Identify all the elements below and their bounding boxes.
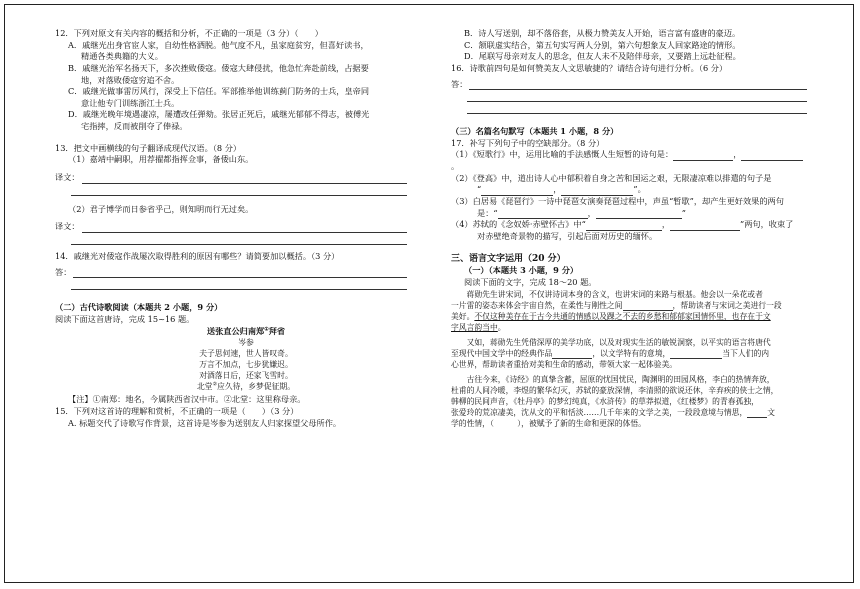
- q12-option-c: C．戚继光做事雷厉风行，深受上下信任。军部推举他训练蓟门防务的士兵，皇帝同: [68, 86, 370, 97]
- translation-label: 译文：: [55, 221, 80, 232]
- section-3-header: （三）名篇名句默写（本题共 1 小题，8 分）: [451, 126, 619, 137]
- passage-p2-line-3: 心世界，帮助读者重拾对美和生命的感动，带领大家一起体验美。: [451, 360, 678, 370]
- q13-sentence-2: （2）君子博学而日参省乎己，则知明而行无过矣。: [68, 203, 254, 214]
- q13-answer-line-2[interactable]: [71, 184, 407, 196]
- passage-p3-line-2: 杜甫的人间冷暖，李煜的繁华幻灭，苏轼的豪放深情，李清照的欲说还休，辛弃疾的侠士之情，: [451, 386, 779, 396]
- part-3-intro: 阅读下面的文字，完成 18～20 题。: [464, 277, 597, 288]
- q17-item-4-cont: 对赤壁绝奇景物的描写，引起后面对历史的缅怀。: [477, 230, 658, 241]
- q12-option-d: D．戚继光晚年境遇凄凉，屡遭改任弹劾。张居正死后，戚继光郁郁不得志，被傅光: [68, 109, 370, 120]
- q17-item-1: （1）《短歌行》中，运用比喻的手法感慨人生短暂的诗句是： ，。: [451, 149, 807, 172]
- passage-p2-line-2: 至现代中国文学中的经典作品 ，以文学特有的意境， 当下人们的内: [451, 348, 770, 358]
- q17-stem: 17．补写下列句子中的空缺部分。（8 分）: [451, 137, 605, 148]
- q13-answer-line-4[interactable]: [71, 233, 407, 245]
- passage: [451, 289, 807, 430]
- q13-sentence-1: （1）嘉靖中嗣职，用荐擢都指挥佥事，备倭山东。: [68, 154, 254, 165]
- q14-stem: 14．戚继光对倭寇作战屡次取得胜利的原因有哪些？请简要加以概括。（3 分）: [55, 250, 340, 261]
- q15-option-c: C．颔联虚实结合，第五句实写两人分别，第六句想象友人回家路途的情形。: [464, 39, 741, 50]
- q15-stem: 15．下列对这首诗的理解和赏析，不正确的一项是（ ）（3 分）: [55, 406, 299, 417]
- passage-p3-line-1: 古往今来，《诗经》的真挚含蓄，屈原的忧国忧民，陶渊明的田园风格，李白的热情奔放，: [451, 375, 775, 385]
- q17-item-2-blanks: “ ， ”。: [477, 184, 646, 195]
- underlined-sentence-cont: 字风言韵当中: [451, 322, 498, 332]
- q17-item-4: （4）苏轼的《念奴娇·赤壁怀古》中“ ， ”两句，收束了: [451, 219, 794, 230]
- q12-option-c-cont: 意让他专门训练浙江士兵。: [81, 97, 180, 108]
- q13-answer-line-3[interactable]: [55, 221, 407, 233]
- q12-option-a: A．戚继光出身官宦人家，自幼性格洒脱。他气度不凡，虽家庭贫穷，但喜好读书，: [68, 39, 369, 50]
- passage-p1-line-2: 一片雷的姿态来体会宇宙自然，在柔性与刚性之间 ，帮助读者与宋词之美进行一段: [451, 300, 782, 310]
- left-column: [55, 28, 407, 429]
- q12-option-b-cont: 地，对落败倭寇穷追不舍。: [81, 74, 180, 85]
- translation-label: 译文：: [55, 172, 80, 183]
- poem-note: 【注】①南郑：地名，今属陕西省汉中市。②北堂：这里称母亲。: [68, 394, 306, 405]
- q16-answer-line-1[interactable]: [451, 79, 807, 91]
- q17-item-2: （2）《登高》中，道出诗人心中郁积着自身之苦和国运之艰，无限凄凉难以排遣的句子是: [451, 172, 772, 183]
- passage-p2-line-1: 又如，蒋勋先生凭借深厚的美学功底，以及对现实生活的敏锐洞察，以平实的语言将唐代: [451, 337, 771, 347]
- answer-label: 答：: [55, 266, 72, 277]
- q12-stem: 12．下列对原文有关内容的概括和分析，不正确的一项是（3 分）（ ）: [55, 28, 323, 38]
- poem-line-4: 北堂②应久待，乡梦促征期。: [196, 381, 296, 392]
- poem-title: 送张直公归南郑①拜省: [206, 325, 286, 336]
- passage-p1-line-1: 蒋勋先生讲宋词，不仅讲诗词本身的含义，也讲宋词的来路与根基。他会以一朵花或者: [451, 289, 763, 299]
- q13-answer-line-1[interactable]: [55, 172, 407, 184]
- q14-answer-line-2[interactable]: [71, 278, 407, 290]
- poem-line-1: 夫子思何速，世人皆叹奇。: [199, 349, 293, 359]
- part-3-header: 三、语言文字运用（20 分）: [451, 253, 566, 264]
- q16-answer-line-2[interactable]: [467, 90, 807, 102]
- passage-p3-line-5: 学的性情，（ ），被赋予了新的生命和更深的体悟。: [451, 419, 646, 429]
- q13-stem: 13．把文中画横线的句子翻译成现代汉语。（8 分）: [55, 142, 242, 153]
- poem-line-3: 对酒落日后，还家飞雪时。: [199, 371, 293, 381]
- section-2-header: （二）古代诗歌阅读（本题共 2 小题，9 分）: [55, 302, 223, 313]
- q17-item-3-blanks: 是：“ ， ”: [477, 207, 686, 218]
- passage-p1-line-3: 美好。不仅这种美存在于古今共通的情感以及踝之不去的乡愁和郁郁家国情怀里，也存在于文: [451, 311, 771, 321]
- poem-author: 岑参: [238, 338, 254, 348]
- part-3-subheader: （一）（本题共 3 小题，9 分）: [464, 265, 579, 276]
- q12-option-b: B．戚继光治军名扬天下，多次挫败倭寇。倭寇大肆侵扰，他急忙奔赴前线，占据要: [68, 62, 369, 73]
- answer-label: 答：: [451, 78, 468, 89]
- right-column: [451, 28, 807, 429]
- q15-option-a: A. 标题交代了诗歌写作背景，这首诗是岑参为送别友人归家探望父母所作。: [68, 417, 342, 428]
- passage-p1-line-4: 字风言韵当中。: [451, 322, 506, 332]
- q12-option-d-cont: 宅指摔，反而被削夺了俸禄。: [81, 121, 188, 132]
- q16-stem: 16．诗歌前四句是如何赞美友人文思敏捷的？请结合诗句进行分析。（6 分）: [451, 62, 728, 73]
- underlined-sentence: 不仅这种美存在于古今共通的情感以及踝之不去的乡愁和郁郁家国情怀里，也存在于文: [474, 311, 771, 321]
- q16-answer-line-3[interactable]: [467, 102, 807, 114]
- q12-option-a-cont: 精通各类典籍的大义。: [81, 51, 163, 62]
- passage-p3-line-3: 韩柳的民间声音，《牡丹亭》的梦幻纯真，《水浒传》的草莽拟道，《红楼梦》的青春孤独，: [451, 397, 759, 407]
- poem-line-2: 万言不加点，七步犹嫌迟。: [199, 360, 293, 370]
- q17-item-3: （3）白居易《琵琶行》一诗中琵琶女演奏琵琶过程中，声虽“暂歇”，却产生更好效果的两句: [451, 196, 784, 207]
- passage-p3-line-4: 张爱玲的荒凉凄美，沈从文的平和恬淡……几千年来的文学之美，一段段意境与情思， 文: [451, 408, 776, 418]
- q15-option-d: D．尾联写母亲对友人的思念，但友人未不及陪伴母亲，又要踏上远赴征程。: [464, 51, 741, 62]
- section-2-intro: 阅读下面这首唐诗，完成 15~16 题。: [55, 313, 195, 324]
- q14-answer-line-1[interactable]: [55, 267, 407, 279]
- q15-option-b: B．诗人写送别，却不落俗套，从极力赞美友人开始，语言富有盛唐的豪迈。: [464, 28, 741, 38]
